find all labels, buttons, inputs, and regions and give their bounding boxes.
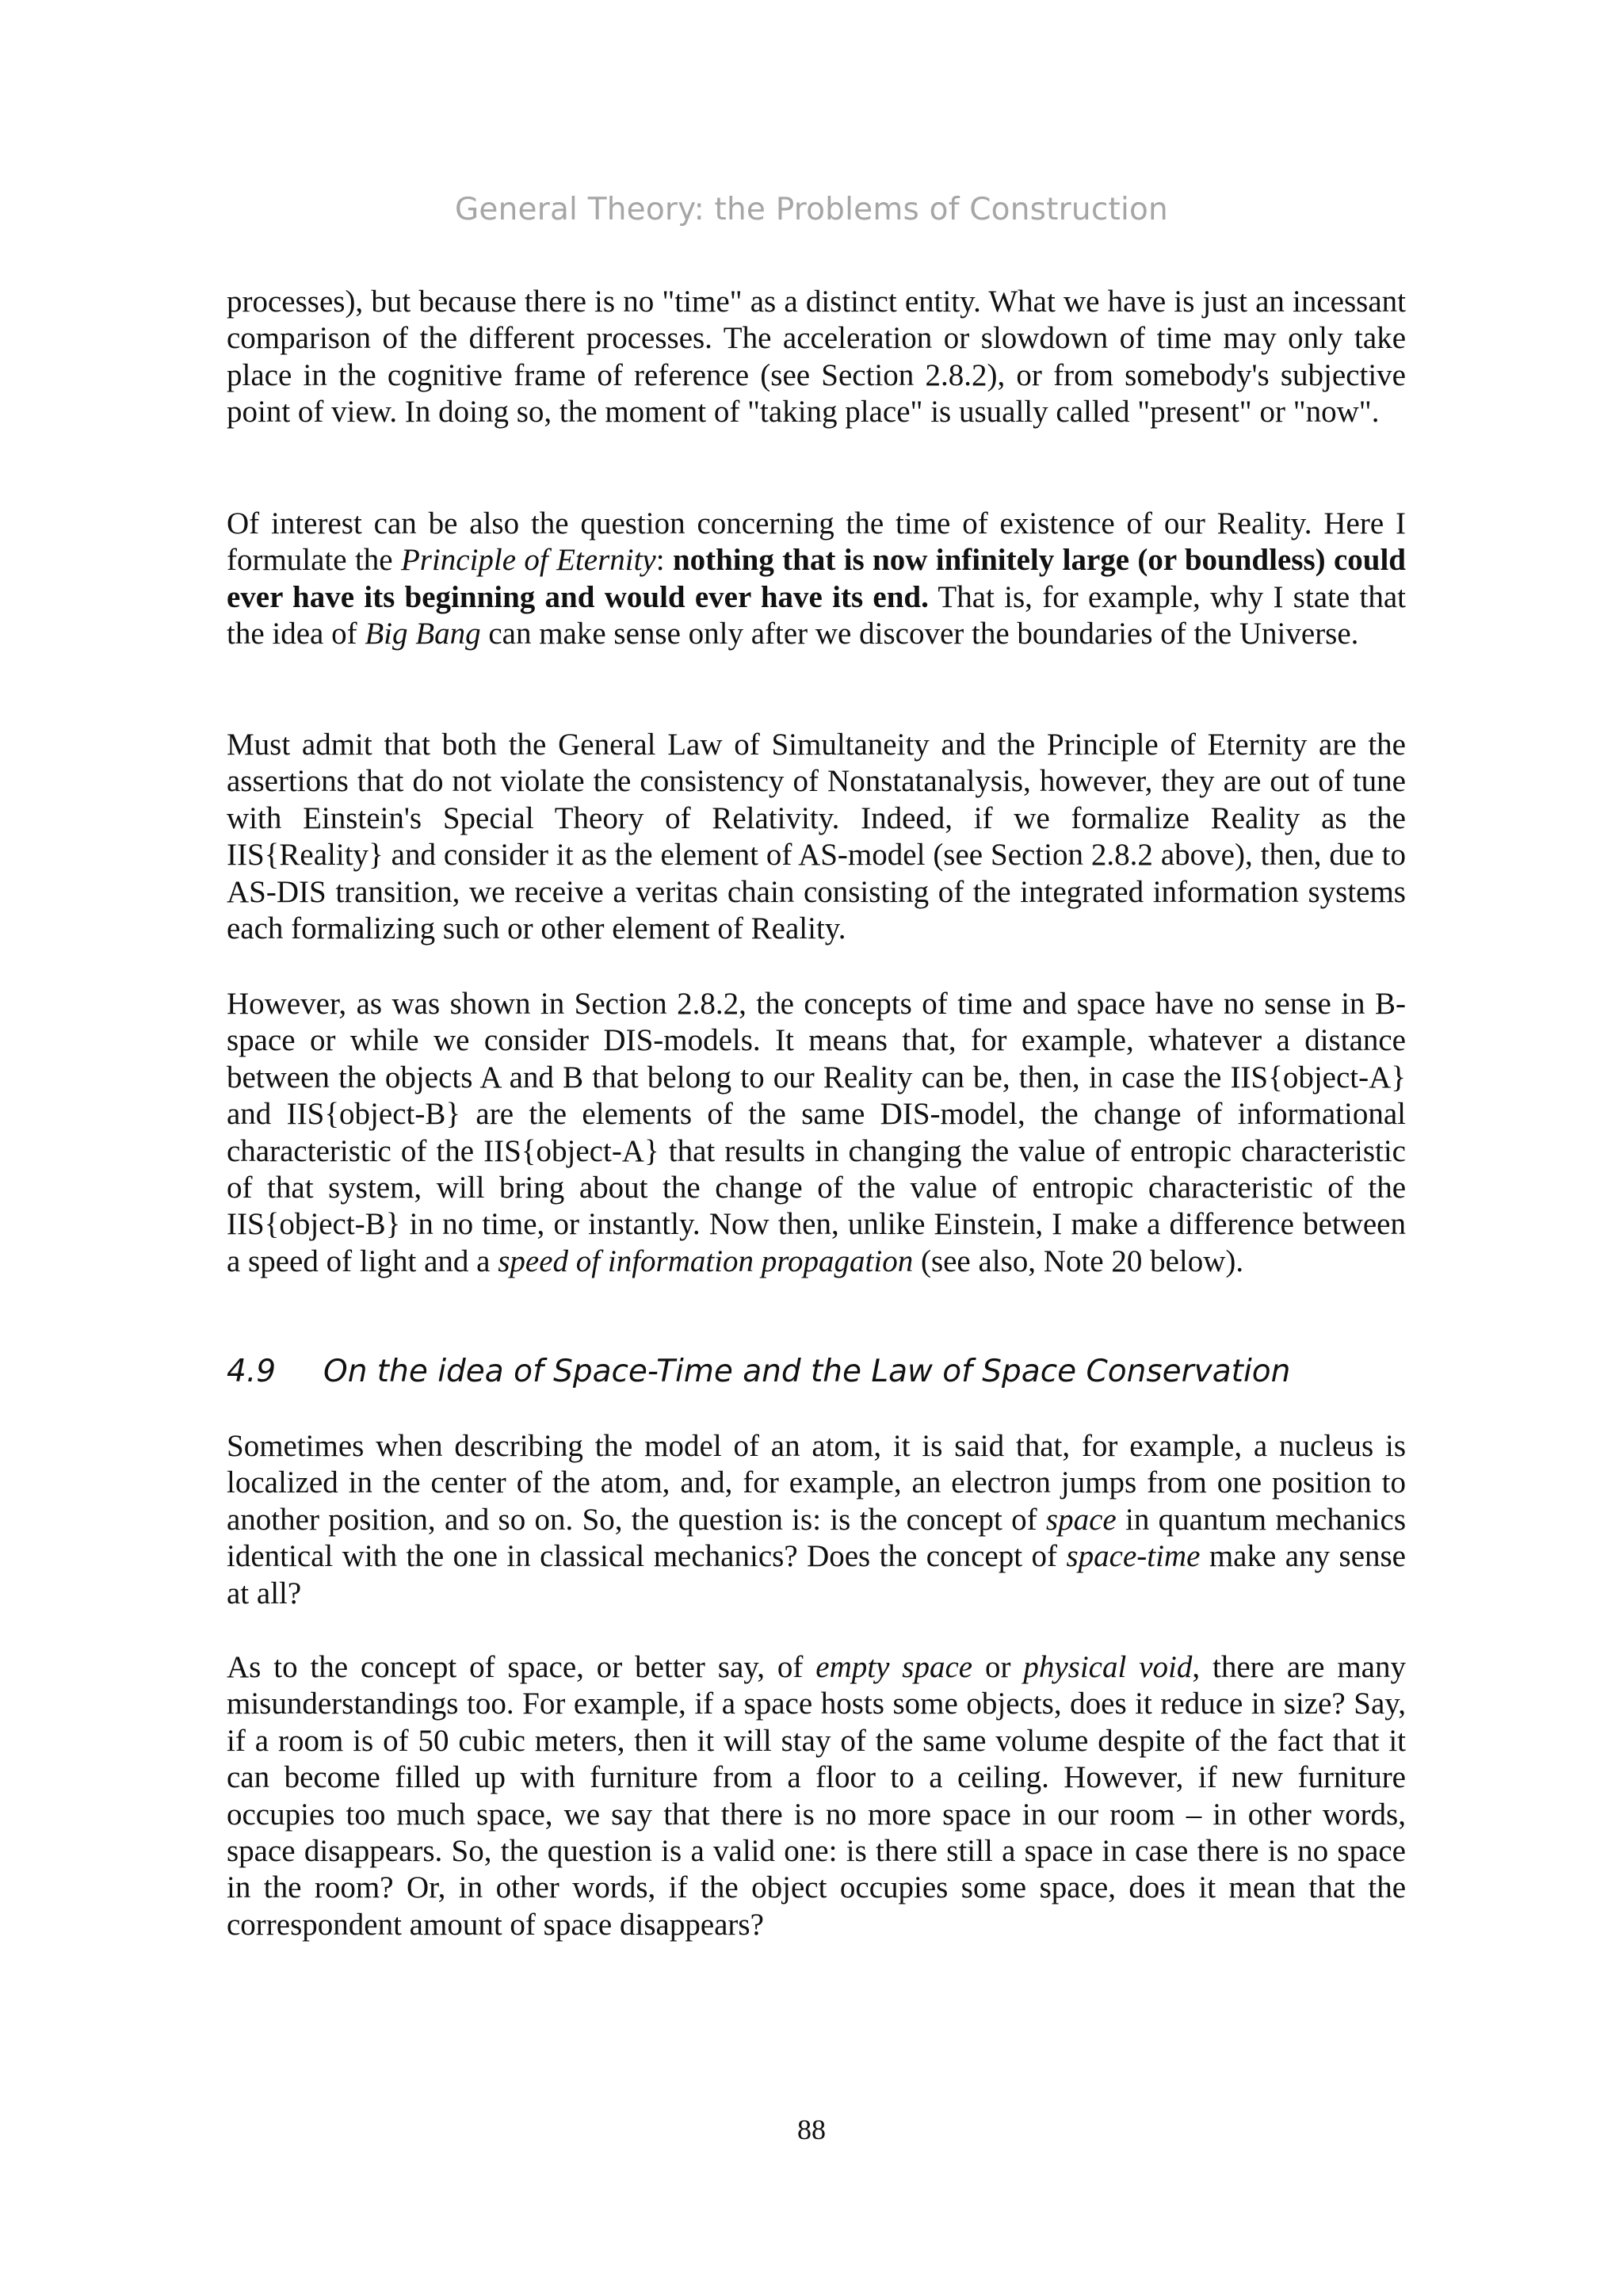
text-run: (see also, Note 20 below).: [913, 1244, 1244, 1278]
text-run: Must admit that both the General Law of Simultaneity and the Principle of Eternity are the assertions that do not violate the consistency of Nonstatanalysis, however, they are out of tune with Einstein's Special Theory of Relativity. Indeed, if we formalize Reality as the IIS{Reality} and consider it as the element of AS-model (see Section 2.8.2 above), then, due to AS-DIS transition, we receive a veritas chain consisting of the integrated information systems each formalizing such or other element of Reality.: [227, 728, 1406, 946]
section-title: On the idea of Space-Time and the Law of Space Conservation: [323, 1354, 1291, 1389]
paragraph-text: [227, 1649, 1406, 1943]
text-run: physical void: [1023, 1650, 1193, 1684]
text-run: space: [1045, 1502, 1117, 1537]
text-run: nothing that is now infinitely large (or boundless) could ever have its beginning and would ever have its end.: [227, 543, 1406, 614]
text-run: Sometimes when describing the model of an atom, it is said that, for example, a nucleus is localized in the center of the atom, and, for example, an electron jumps from one position to another position, and so on. So, the question is: is the concept of: [227, 1429, 1406, 1537]
paragraph-principle-of-eternity: [227, 506, 1406, 653]
text-run: Principle of Eternity: [400, 543, 656, 578]
section-heading: [227, 1354, 1406, 1389]
text-run: :: [655, 543, 673, 578]
text-run: However, as was shown in Section 2.8.2, the concepts of time and space have no sense in B-space or while we consider DIS-models. It means that, for example, whatever a distance between the objects A and B that belong to our Reality can be, then, in case the IIS{object-A} and IIS{object-B} are the elements of the same DIS-model, the change of informational characteristic of the IIS{object-A} that results in changing the value of entropic characteristic of that system, will bring about the change of the value of entropic characteristic of the IIS{object-B} in no time, or instantly. Now then, unlike Einstein, I make a difference between a speed of light and a: [227, 987, 1406, 1278]
paragraph-text: [227, 986, 1406, 1280]
page-number: 88: [797, 2114, 826, 2145]
text-run: Big Bang: [365, 617, 481, 651]
paragraph-text: [227, 727, 1406, 947]
paragraph-process-comparison: [227, 284, 1406, 431]
paragraph-atom-model: [227, 1428, 1406, 1612]
text-run: processes), but because there is no "time" as a distinct entity. What we have is just an incessant comparison of the different processes. The acceleration or slowdown of time may only take place in the cognitive frame of reference (see Section 2.8.2), or from somebody's subjective point of view. In doing so, the moment of "taking place" is usually called "present" or "now".: [227, 285, 1406, 430]
text-run: speed of information propagation: [498, 1244, 914, 1278]
text-run: make any sense at all?: [227, 1539, 1406, 1610]
text-run: in quantum mechanics identical with the one in classical mechanics? Does the concept of: [227, 1502, 1406, 1574]
text-run: empty space: [815, 1650, 973, 1684]
running-header: General Theory: the Problems of Construction: [455, 192, 1168, 227]
paragraph-text: [227, 1428, 1406, 1612]
paragraph-dis-models: [227, 986, 1406, 1280]
text-run: Of interest can be also the question concerning the time of existence of our Reality. Here I formulate the: [227, 506, 1406, 578]
text-run: As to the concept of space, or better say, of: [227, 1650, 816, 1684]
section-number: 4.9: [227, 1354, 277, 1389]
text-run: space-time: [1066, 1539, 1201, 1574]
paragraph-empty-space: [227, 1649, 1406, 1943]
text-run: can make sense only after we discover the boundaries of the Universe.: [480, 617, 1359, 651]
text-run: or: [972, 1650, 1024, 1684]
paragraph-text: [227, 284, 1406, 431]
text-run: , there are many misunderstandings too. For example, if a space hosts some objects, does it reduce in size? Say, if a room is of 50 cubic meters, then it will stay of the same volume despite of the fact that it can become filled up with furniture from a floor to a ceiling. However, if new furniture occupies too much space, we say that there is no more space in our room – in other words, space disappears. So, the question is a valid one: is there still a space in case there is no space in the room? Or, in other words, if the object occupies some space, does it mean that the correspondent amount of space disappears?: [227, 1650, 1406, 1942]
paragraph-general-law-simultaneity: [227, 727, 1406, 947]
paragraph-text: [227, 506, 1406, 653]
text-run: That is, for example, why I state that the idea of: [227, 579, 1406, 651]
